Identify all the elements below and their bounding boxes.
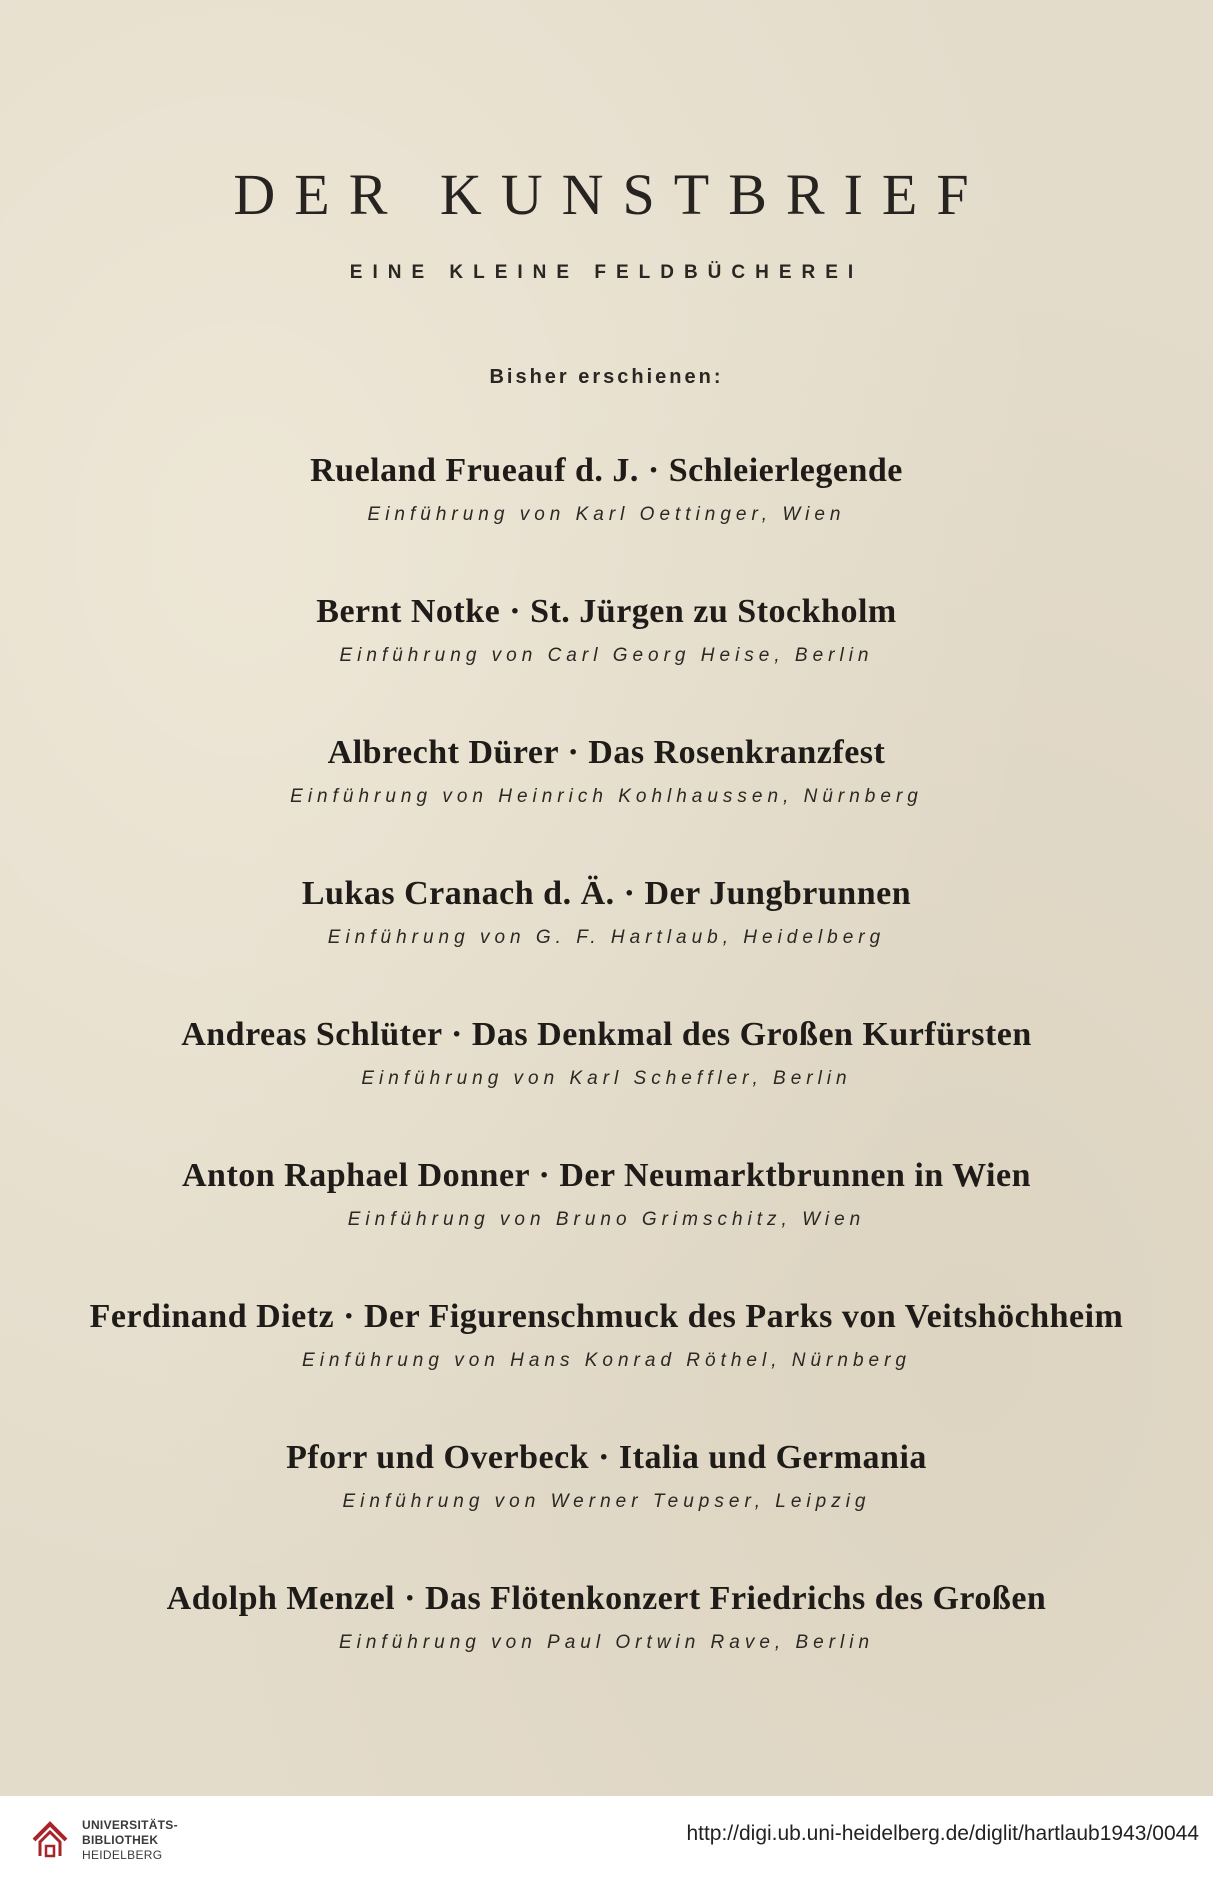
footer-bar — [0, 1796, 1213, 1885]
library-name-line: HEIDELBERG — [82, 1848, 163, 1862]
entry-title: Adolph Menzel · Das Flötenkonzert Friedrichs des Großen — [166, 1580, 1047, 1617]
entry-credit: Einführung von Karl Oettinger, Wien — [367, 504, 846, 525]
source-url-link[interactable]: http://digi.ub.uni-heidelberg.de/diglit/hartlaub1943/0044 — [686, 1822, 1199, 1845]
entry-title: Anton Raphael Donner · Der Neumarktbrunnen in Wien — [181, 1157, 1031, 1194]
entry-credit: Einführung von Karl Scheffler, Berlin — [361, 1068, 852, 1089]
list-item — [0, 448, 1213, 530]
list-item — [0, 1435, 1213, 1517]
list-item — [0, 1294, 1213, 1376]
list-item — [0, 589, 1213, 671]
entry-title: Lukas Cranach d. Ä. · Der Jungbrunnen — [301, 875, 912, 912]
library-logo-icon — [30, 1812, 70, 1864]
entry-title: Pforr und Overbeck · Italia und Germania — [286, 1439, 927, 1476]
entry-title: Rueland Frueauf d. J. · Schleierlegende — [310, 452, 903, 489]
list-item — [0, 871, 1213, 953]
entry-credit: Einführung von Werner Teupser, Leipzig — [342, 1491, 871, 1512]
entry-title: Andreas Schlüter · Das Denkmal des Großen Kurfürsten — [181, 1016, 1032, 1053]
library-name-line: UNIVERSITÄTS- — [82, 1818, 178, 1832]
list-item — [0, 730, 1213, 812]
list-intro: Bisher erschienen: — [489, 366, 724, 388]
list-item — [0, 1153, 1213, 1235]
entry-credit: Einführung von Heinrich Kohlhaussen, Nürnberg — [290, 786, 923, 807]
entry-credit: Einführung von Bruno Grimschitz, Wien — [347, 1209, 866, 1230]
library-name — [82, 1818, 178, 1863]
page-title: DER KUNSTBRIEF — [233, 162, 988, 227]
entry-title: Ferdinand Dietz · Der Figurenschmuck des Parks von Veitshöchheim — [89, 1298, 1124, 1335]
entry-credit: Einführung von G. F. Hartlaub, Heidelberg — [327, 927, 886, 948]
entry-credit: Einführung von Hans Konrad Röthel, Nürnberg — [302, 1350, 911, 1371]
entry-title: Bernt Notke · St. Jürgen zu Stockholm — [316, 593, 897, 630]
page-subtitle: EINE KLEINE FELDBÜCHEREI — [349, 262, 864, 283]
entry-credit: Einführung von Carl Georg Heise, Berlin — [339, 645, 874, 666]
list-item — [0, 1576, 1213, 1658]
entry-credit: Einführung von Paul Ortwin Rave, Berlin — [338, 1632, 875, 1653]
entry-title: Albrecht Dürer · Das Rosenkranzfest — [327, 734, 886, 771]
list-item — [0, 1012, 1213, 1094]
library-name-line: BIBLIOTHEK — [82, 1833, 159, 1847]
